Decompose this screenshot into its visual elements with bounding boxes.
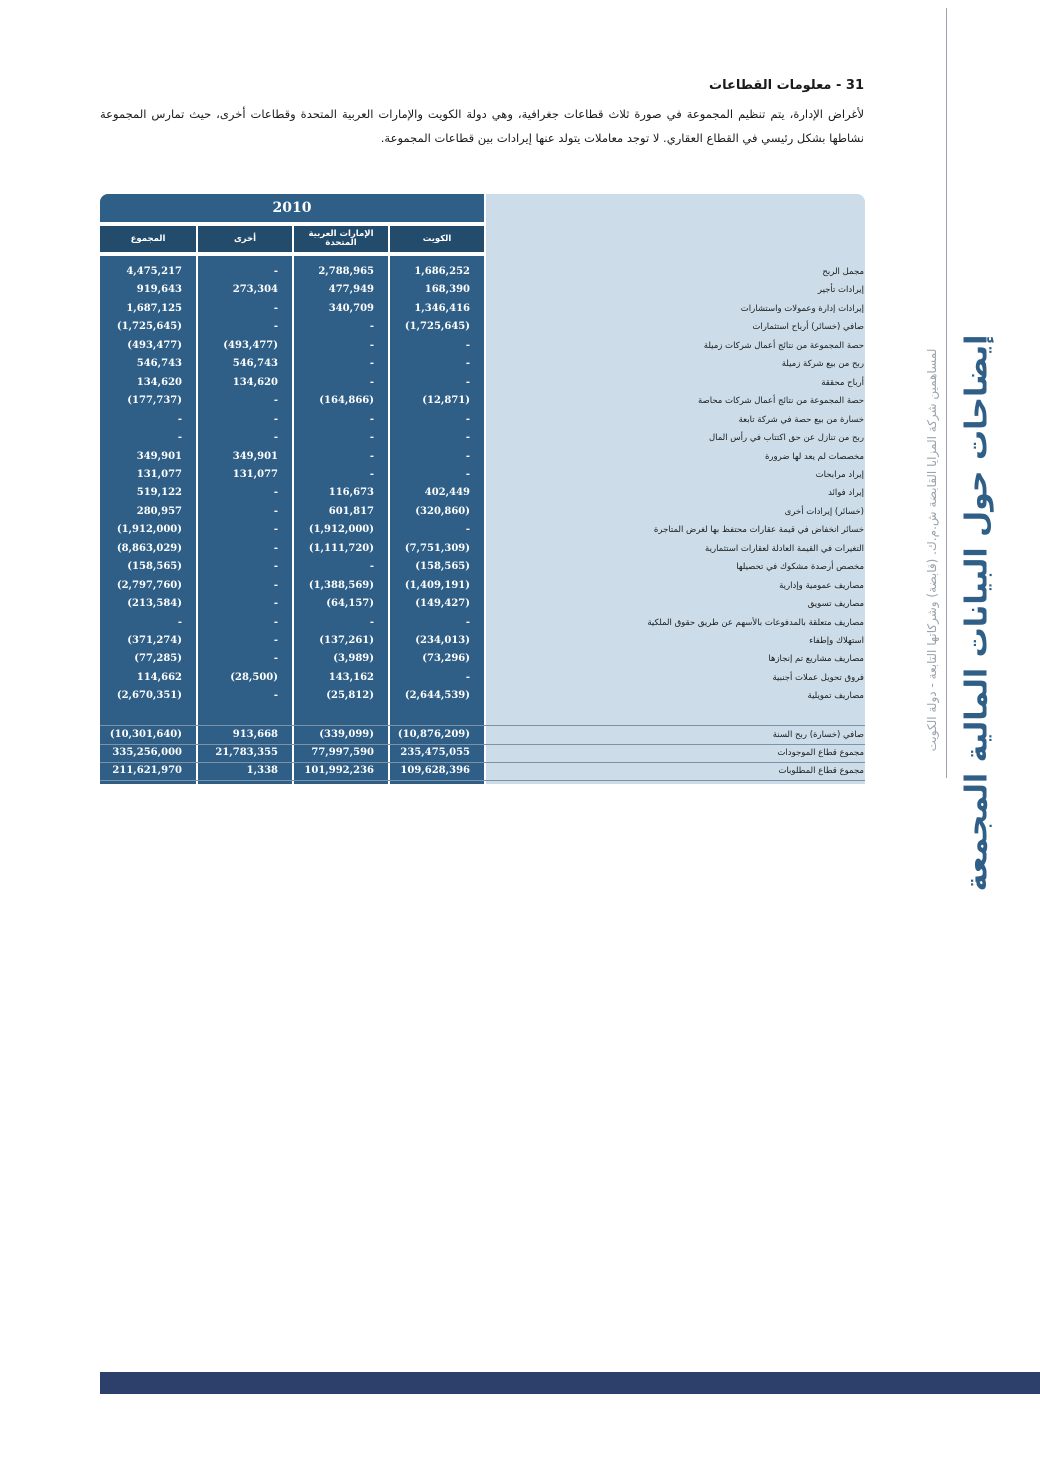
total-row-total-value: 335,256,000 xyxy=(112,747,182,758)
table-row-label: التغيرات في القيمة العادلة لعقارات استثمارية xyxy=(705,544,864,554)
table-row-label: مصاريف تسويق xyxy=(807,599,864,609)
side-main-title xyxy=(954,334,1000,891)
table-row-label: حصة المجموعة من نتائج أعمال شركات زميلة xyxy=(703,341,864,351)
table-row-label: (خسائر) إيرادات أخرى xyxy=(784,507,864,517)
table-row-total-value: 114,662 xyxy=(136,672,182,683)
table-row-uae-value: - xyxy=(369,617,374,628)
total-row-label: مجموع قطاع الموجودات xyxy=(777,748,864,758)
table-row-total-value: (213,584) xyxy=(127,598,182,609)
table-row-kuwait-value: - xyxy=(465,377,470,388)
table-row-kuwait-value: (12,871) xyxy=(422,395,470,406)
table-row-label: خسائر انخفاض في قيمة عقارات محتفظ بها لغرض المتاجرة xyxy=(653,525,864,535)
table-row-other-value: - xyxy=(273,561,278,572)
table-row-uae-value: (1,388,569) xyxy=(308,580,374,591)
table-row-total-value: - xyxy=(177,414,182,425)
total-row-uae-value: 77,997,590 xyxy=(311,747,374,758)
table-row-total-value: (493,477) xyxy=(127,340,182,351)
table-row-other-value: - xyxy=(273,690,278,701)
table-row-other-value: - xyxy=(273,580,278,591)
table-row-other-value: (28,500) xyxy=(230,672,278,683)
table-row-label: ربح من تنازل عن حق اكتتاب في رأس المال xyxy=(708,433,864,443)
year-header: 2010 xyxy=(100,194,484,222)
table-row-uae-value: - xyxy=(369,469,374,480)
table-row-other-value: 131,077 xyxy=(232,469,278,480)
total-row-total-value: 211,621,970 xyxy=(112,765,182,776)
table-row-other-value: - xyxy=(273,321,278,332)
table-row-total-value: (158,565) xyxy=(127,561,182,572)
table-row-uae-value: (1,111,720) xyxy=(308,543,374,554)
table-row-uae-value: 2,788,965 xyxy=(318,266,374,277)
table-row-uae-value: (64,157) xyxy=(326,598,374,609)
table-row-other-value: - xyxy=(273,303,278,314)
table-row-kuwait-value: (73,296) xyxy=(422,653,470,664)
total-row-label: صافي (خسارة) ربح السنة xyxy=(772,730,864,740)
table-row-kuwait-value: (2,644,539) xyxy=(404,690,470,701)
table-row-other-value: - xyxy=(273,653,278,664)
table-row-uae-value: 116,673 xyxy=(328,487,374,498)
table-row-label: فروق تحويل عملات أجنبية xyxy=(772,673,864,683)
table-row-uae-value: (137,261) xyxy=(319,635,374,646)
table-row-other-value: - xyxy=(273,487,278,498)
table-row-total-value: 349,901 xyxy=(136,451,182,462)
table-row-kuwait-value: - xyxy=(465,617,470,628)
side-divider xyxy=(946,8,947,778)
table-row-kuwait-value: (1,409,191) xyxy=(404,580,470,591)
table-row-total-value: - xyxy=(177,432,182,443)
table-row-uae-value: 477,949 xyxy=(328,284,374,295)
table-row-uae-value: - xyxy=(369,561,374,572)
table-row-other-value: - xyxy=(273,598,278,609)
table-row-other-value: 349,901 xyxy=(232,451,278,462)
table-row-label: أرباح محققة xyxy=(821,378,864,388)
table-row-total-value: (2,670,351) xyxy=(116,690,182,701)
side-subtitle xyxy=(922,300,942,800)
table-row-label: مصاريف عمومية وإدارية xyxy=(779,581,864,591)
table-row-other-value: - xyxy=(273,432,278,443)
table-row-uae-value: - xyxy=(369,432,374,443)
table-row-kuwait-value: - xyxy=(465,451,470,462)
table-row-uae-value: - xyxy=(369,340,374,351)
table-row-uae-value: (1,912,000) xyxy=(308,524,374,535)
table-row-kuwait-value: (149,427) xyxy=(415,598,470,609)
table-row-total-value: - xyxy=(177,617,182,628)
table-row-kuwait-value: (7,751,309) xyxy=(404,543,470,554)
table-row-other-value: - xyxy=(273,635,278,646)
table-row-label: استهلاك وإطفاء xyxy=(809,636,864,646)
table-row-total-value: (2,797,760) xyxy=(116,580,182,591)
table-row-kuwait-value: (158,565) xyxy=(415,561,470,572)
table-row-other-value: - xyxy=(273,414,278,425)
total-row-total-value: (10,301,640) xyxy=(109,729,182,740)
table-row-total-value: (177,737) xyxy=(127,395,182,406)
footer-bar xyxy=(100,1372,1040,1394)
table-row-other-value: - xyxy=(273,266,278,277)
table-row-uae-value: 143,162 xyxy=(328,672,374,683)
table-row-uae-value: - xyxy=(369,377,374,388)
table-row-label: مصاريف متعلقة بالمدفوعات بالأسهم عن طريق حقوق الملكية xyxy=(647,618,864,628)
table-row-other-value: 273,304 xyxy=(232,284,278,295)
table-row-kuwait-value: (1,725,645) xyxy=(404,321,470,332)
table-row-uae-value: 340,709 xyxy=(328,303,374,314)
table-row-label: حصة المجموعة من نتائج أعمال شركات محاصة xyxy=(697,396,864,406)
table-row-uae-value: - xyxy=(369,321,374,332)
table-row-total-value: 519,122 xyxy=(136,487,182,498)
table-row-uae-value: - xyxy=(369,358,374,369)
table-row-other-value: (493,477) xyxy=(223,340,278,351)
table-row-kuwait-value: - xyxy=(465,524,470,535)
table-row-label: إيرادات تأجير xyxy=(817,285,864,295)
table-row-total-value: 546,743 xyxy=(136,358,182,369)
table-row-total-value: (77,285) xyxy=(134,653,182,664)
side-subtitle-text: لمساهمين شركة المزايا القابضة ش.م.ك. (قابضة) وشركاتها التابعة - دولة الكويت xyxy=(925,348,939,752)
section-intro: لأغراض الإدارة، يتم تنظيم المجموعة في صورة ثلاث قطاعات جغرافية، وهي دولة الكويت والإمارات العربية المتحدة وقطاعات أخرى، حيث تمارس المجموعة نشاطها بشكل رئيسي في القطاع العقاري. لا توجد معاملات يتولد عنها إيرادات بين قطاعات المجموعة. xyxy=(100,107,864,145)
table-row-total-value: (371,274) xyxy=(127,635,182,646)
table-row-label: إيرادات إدارة وعمولات واستشارات xyxy=(740,304,864,314)
total-row-rule xyxy=(100,780,865,781)
table-row-uae-value: (164,866) xyxy=(319,395,374,406)
table-row-other-value: - xyxy=(273,617,278,628)
table-row-kuwait-value: (320,860) xyxy=(415,506,470,517)
table-row-kuwait-value: 1,346,416 xyxy=(414,303,470,314)
table-row-label: ربح من بيع شركة زميلة xyxy=(781,359,864,369)
table-row-total-value: 1,687,125 xyxy=(126,303,182,314)
table-row-kuwait-value: - xyxy=(465,672,470,683)
table-row-kuwait-value: 402,449 xyxy=(424,487,470,498)
side-main-title-text: إيضاحات حول البيانات المالية المجمعة xyxy=(959,334,995,891)
table-row-uae-value: 601,817 xyxy=(328,506,374,517)
table-row-total-value: 4,475,217 xyxy=(126,266,182,277)
table-row-other-value: - xyxy=(273,506,278,517)
table-row-total-value: (8,863,029) xyxy=(116,543,182,554)
table-row-other-value: - xyxy=(273,543,278,554)
section-title: 31 - معلومات القطاعات xyxy=(709,78,864,93)
table-row-uae-value: (25,812) xyxy=(326,690,374,701)
table-row-label: مخصصات لم يعد لها ضرورة xyxy=(764,452,864,462)
table-row-kuwait-value: (234,013) xyxy=(415,635,470,646)
table-row-total-value: (1,912,000) xyxy=(116,524,182,535)
total-row-kuwait-value: 109,628,396 xyxy=(400,765,470,776)
table-row-other-value: - xyxy=(273,395,278,406)
table-row-kuwait-value: - xyxy=(465,414,470,425)
table-row-label: خسارة من بيع حصة في شركة تابعة xyxy=(738,415,864,425)
table-row-kuwait-value: - xyxy=(465,358,470,369)
table-row-label: صافي (خسائر) أرباح استثمارات xyxy=(752,322,864,332)
table-row-label: إيراد فوائد xyxy=(828,488,864,498)
table-row-label: إيراد مرابحات xyxy=(815,470,864,480)
table-row-kuwait-value: 168,390 xyxy=(424,284,470,295)
table-row-total-value: (1,725,645) xyxy=(116,321,182,332)
table-row-total-value: 134,620 xyxy=(136,377,182,388)
total-row-kuwait-value: 235,475,055 xyxy=(400,747,470,758)
table-row-kuwait-value: 1,686,252 xyxy=(414,266,470,277)
table-row-kuwait-value: - xyxy=(465,469,470,480)
total-row-label: مجموع قطاع المطلوبات xyxy=(778,766,864,776)
total-row-uae-value: 101,992,236 xyxy=(304,765,374,776)
column-header-kuwait: الكويت xyxy=(390,226,484,252)
table-row-other-value: 134,620 xyxy=(232,377,278,388)
table-row-label: مصاريف مشاريع تم إنجازها xyxy=(768,654,864,664)
table-row-total-value: 280,957 xyxy=(136,506,182,517)
table-row-label: مصاريف تمويلية xyxy=(807,691,864,701)
table-row-other-value: - xyxy=(273,524,278,535)
table-row-uae-value: (3,989) xyxy=(333,653,374,664)
table-row-uae-value: - xyxy=(369,414,374,425)
total-row-kuwait-value: (10,876,209) xyxy=(397,729,470,740)
table-row-label: مجمل الربح xyxy=(822,267,864,277)
table-row-uae-value: - xyxy=(369,451,374,462)
column-header-uae: الإمارات العربية المتحدة xyxy=(294,226,388,252)
table-row-total-value: 919,643 xyxy=(136,284,182,295)
table-row-label: مخصص أرصدة مشكوك في تحصيلها xyxy=(736,562,864,572)
table-row-total-value: 131,077 xyxy=(136,469,182,480)
total-row-other-value: 21,783,355 xyxy=(215,747,278,758)
table-row-kuwait-value: - xyxy=(465,432,470,443)
total-row-other-value: 1,338 xyxy=(246,765,278,776)
total-row-uae-value: (339,099) xyxy=(319,729,374,740)
table-row-kuwait-value: - xyxy=(465,340,470,351)
column-header-total: المجموع xyxy=(100,226,196,252)
table-row-other-value: 546,743 xyxy=(232,358,278,369)
column-header-other: أخرى xyxy=(198,226,292,252)
total-row-other-value: 913,668 xyxy=(232,729,278,740)
